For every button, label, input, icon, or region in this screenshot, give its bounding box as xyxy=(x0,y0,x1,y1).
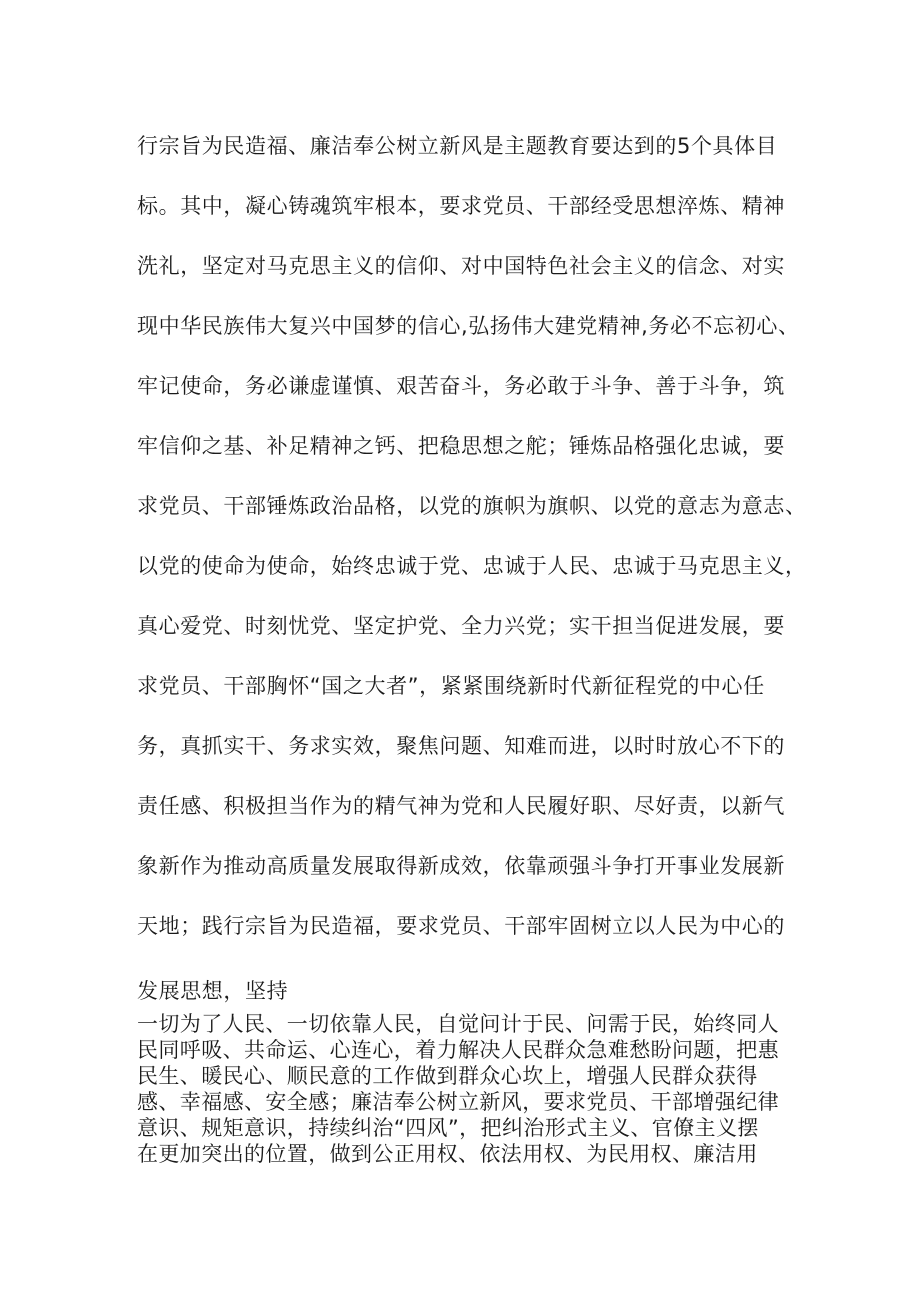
text-line: 洗礼，坚定对马克思主义的信仰、对中国特色社会主义的信念、对实 xyxy=(137,254,785,278)
text-line: 象新作为推动高质量发展取得新成效，依靠顽强斗争打开事业发展新 xyxy=(137,854,785,878)
text-line: 天地；践行宗旨为民造福，要求党员、干部牢固树立以人民为中心的 xyxy=(137,914,785,938)
text-line: 标。其中，凝心铸魂筑牢根本，要求党员、干部经受思想淬炼、精神 xyxy=(137,194,785,218)
text-line: 意识、规矩意识，持续纠治“四风”，把纠治形式主义、官僚主义摆 xyxy=(137,1116,759,1140)
text-line: 以党的使命为使命，始终忠诚于党、忠诚于人民、忠诚于马克思主义， xyxy=(137,554,807,578)
text-line: 责任感、积极担当作为的精气神为党和人民履好职、尽好责，以新气 xyxy=(137,794,785,818)
text-line: 现中华民族伟大复兴中国梦的信心,弘扬伟大建党精神,务必不忘初心、 xyxy=(137,314,800,338)
text-line: 牢记使命，务必谦虚谨慎、艰苦奋斗，务必敢于斗争、善于斗争，筑 xyxy=(137,374,785,398)
text-line: 务，真抓实干、务求实效，聚焦问题、知难而进，以时时放心不下的 xyxy=(137,734,785,758)
text-line: 求党员、干部锤炼政治品格，以党的旗帜为旗帜、以党的意志为意志、 xyxy=(137,494,807,518)
text-line: 一切为了人民、一切依靠人民，自觉问计于民、问需于民，始终同人 xyxy=(137,1012,779,1036)
text-line: 行宗旨为民造福、廉洁奉公树立新风是主题教育要达到的5个具体目 xyxy=(137,134,778,158)
text-line: 民同呼吸、共命运、心连心，着力解决人民群众急难愁盼问题，把惠 xyxy=(137,1038,779,1062)
text-line: 真心爱党、时刻忧党、坚定护党、全力兴党；实干担当促进发展，要 xyxy=(137,614,785,638)
text-line: 民生、暖民心、顺民意的工作做到群众心坎上，增强人民群众获得 xyxy=(137,1064,758,1088)
text-line: 求党员、干部胸怀“国之大者”，紧紧围绕新时代新征程党的中心任 xyxy=(137,674,765,698)
text-line: 发展思想，坚持 xyxy=(137,979,289,1003)
text-line: 在更加突出的位置，做到公正用权、依法用权、为民用权、廉洁用 xyxy=(137,1142,758,1166)
text-line: 牢信仰之基、补足精神之钙、把稳思想之舵；锤炼品格强化忠诚，要 xyxy=(137,434,785,458)
text-line: 感、幸福感、安全感；廉洁奉公树立新风，要求党员、干部增强纪律 xyxy=(137,1090,779,1114)
